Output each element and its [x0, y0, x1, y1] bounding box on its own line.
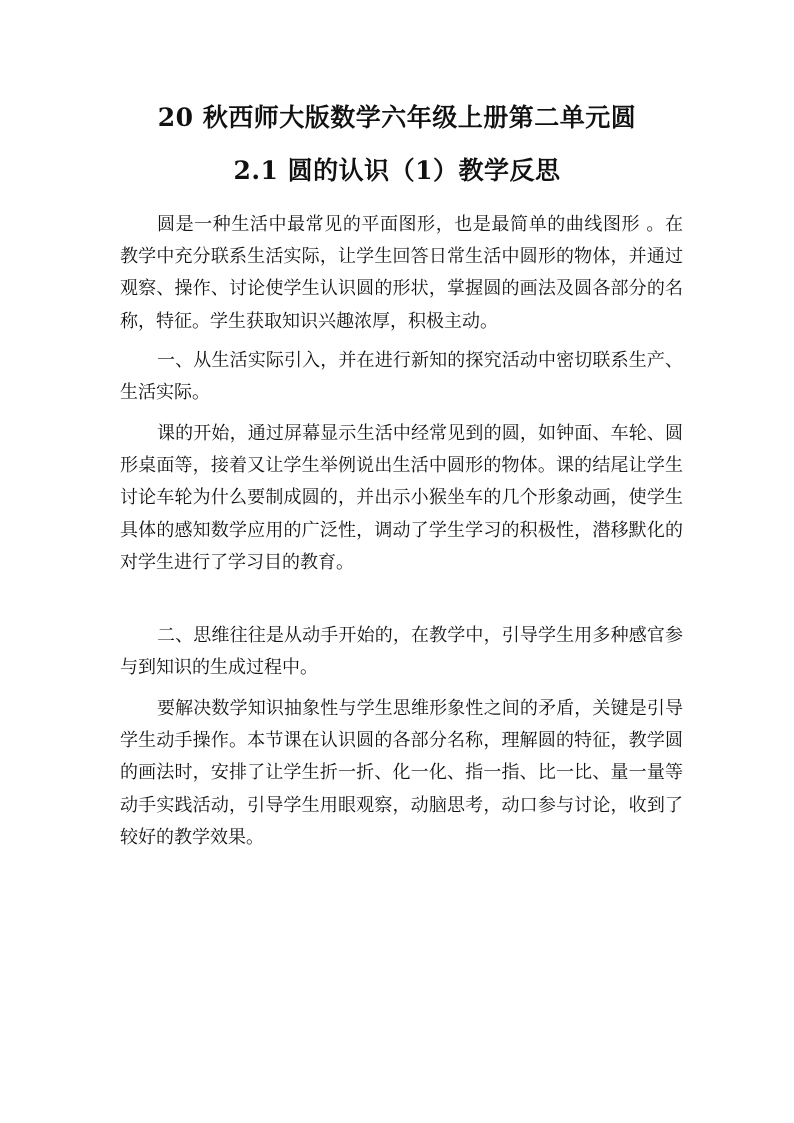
paragraph-section-1-body: 课的开始，通过屏幕显示生活中经常见到的圆，如钟面、车轮、圆形桌面等，接着又让学生举例说出生活中圆形的物体。课的结尾让学生讨论车轮为什么要制成圆的，并出示小猴坐车的几个形象动画，使学生具体的感知数学应用的广泛性，调动了学生学习的积极性，潜移默化的对学生进行了学习目的教育。	[120, 423, 683, 573]
document-title: 20 秋西师大版数学六年级上册第二单元圆	[157, 103, 637, 132]
paragraph-section-2-heading: 二、思维往往是从动手开始的，在教学中，引导学生用多种感官参与到知识的生成过程中。	[120, 625, 683, 679]
paragraph-section-2-body: 要解决数学知识抽象性与学生思维形象性之间的矛盾，关键是引导学生动手操作。本节课在认识圆的各部分名称，理解圆的特征，教学圆的画法时，安排了让学生折一折、化一化、指一指、比一比、量一量等动手实践活动，引导学生用眼观察，动脑思考，动口参与讨论，收到了较好的教学效果。	[120, 698, 683, 848]
paragraph-section-1-heading: 一、从生活实际引入，并在进行新知的探究活动中密切联系生产、生活实际。	[120, 350, 683, 404]
document-subtitle: 2.1 圆的认识（1）教学反思	[233, 156, 561, 185]
paragraph-intro: 圆是一种生活中最常见的平面图形，也是最简单的曲线图形 。在教学中充分联系生活实际，让学生回答日常生活中圆形的物体，并通过观察、操作、讨论使学生认识圆的形状，掌握圆的画法及圆各部分的名称，特征。学生获取知识兴趣浓厚，积极主动。	[120, 214, 683, 332]
